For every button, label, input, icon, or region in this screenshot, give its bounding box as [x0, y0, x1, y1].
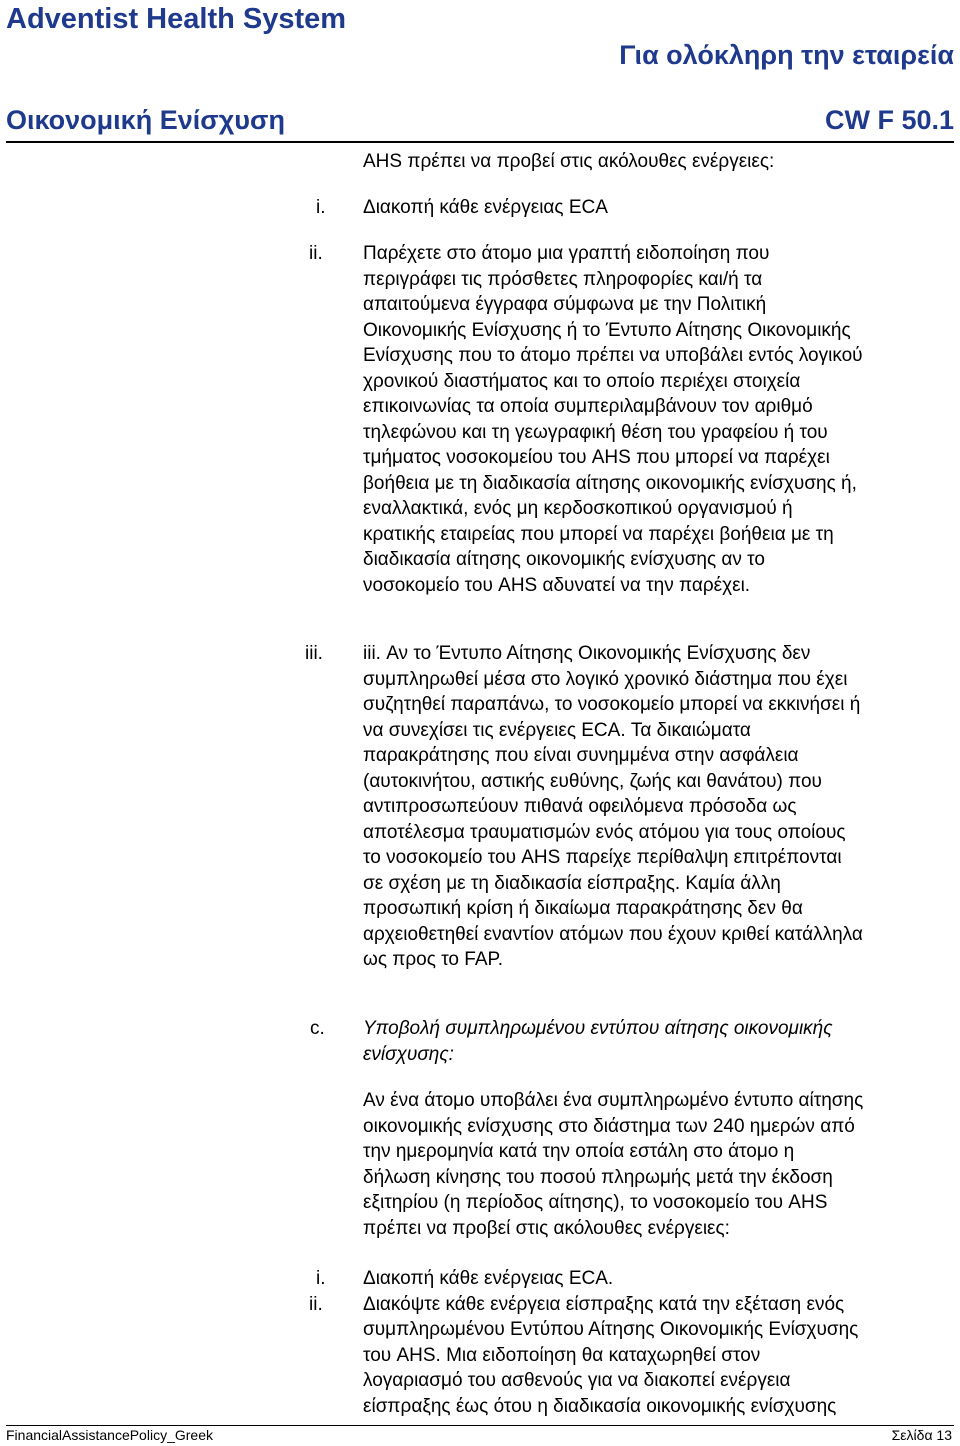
paragraph-line: iii. Αν το Έντυπο Αίτησης Οικονομικής Ενίσχυσης δεν	[363, 643, 811, 664]
list-marker: ii.	[309, 1293, 323, 1315]
paragraph-line: διαδικασία αίτησης οικονομικής ενίσχυσης αν το	[363, 549, 765, 570]
paragraph-line: συμπληρωθεί μέσα στο λογικό χρονικό διάστημα που έχει	[363, 668, 848, 690]
paragraph-line: του AHS. Μια ειδοποίηση θα καταχωρηθεί στον	[363, 1344, 761, 1366]
paragraph-line: συζητηθεί παραπάνω, το νοσοκομείο μπορεί να εκκινήσει ή	[363, 694, 861, 715]
paragraph-line: αρχειοθετηθεί εναντίον ατόμων που έχουν κριθεί κατάλληλα	[363, 923, 863, 945]
paragraph-line: να συνεχίσει τις ενέργειες ECA. Τα δικαιώματα	[363, 719, 751, 741]
policy-scope: Για ολόκληρη την εταιρεία	[619, 40, 954, 70]
paragraph-line: (αυτοκινήτου, αστικής ευθύνης, ζωής και θανάτου) που	[363, 770, 822, 792]
paragraph-line: παρακράτησης που είναι συνημμένα στην ασφάλεια	[363, 745, 799, 766]
paragraph-line: σε σχέση με τη διαδικασία είσπραξης. Καμία άλλη	[363, 872, 781, 894]
paragraph-line: χρονικού διαστήματος και το οποίο περιέχει στοιχεία	[363, 370, 801, 392]
paragraph-line: αποτέλεσμα τραυματισμών ενός ατόμου για τους οποίους	[363, 821, 846, 843]
page-number: Σελίδα 13	[891, 1427, 952, 1443]
list-marker: ii.	[309, 243, 323, 264]
paragraph-line: δήλωση κίνησης του ποσού πληρωμής μετά την έκδοση	[363, 1166, 833, 1188]
paragraph-line: οικονομικής ενίσχυσης στο διάστημα των 240 ημερών από	[363, 1115, 855, 1137]
footer-divider	[6, 1425, 954, 1426]
paragraph-line: Οικονομικής Ενίσχυσης ή το Έντυπο Αίτησης Οικονομικής	[363, 319, 851, 341]
paragraph-line: Διακόψτε κάθε ενέργεια είσπραξης κατά την εξέταση ενός	[363, 1293, 845, 1315]
intro-line: AHS πρέπει να προβεί στις ακόλουθες ενέργειες:	[363, 151, 775, 172]
section-heading: Υποβολή συμπληρωμένου εντύπου αίτησης οικονομικής	[363, 1018, 833, 1039]
paragraph-line: την ημερομηνία κατά την οποία εστάλη στο άτομο η	[363, 1141, 795, 1162]
paragraph-line: περιγράφει τις πρόσθετες πληροφορίες και/ή τα	[363, 268, 763, 290]
document-filename: FinancialAssistancePolicy_Greek	[6, 1427, 213, 1443]
paragraph-line: εξιτηρίου (η περίοδος αίτησης), το νοσοκομείο του AHS	[363, 1192, 828, 1213]
list-marker: i.	[316, 197, 326, 218]
paragraph-line: κρατικής εταιρείας που μπορεί να παρέχει βοήθεια με τη	[363, 523, 834, 545]
paragraph-line: Παρέχετε στο άτομο μια γραπτή ειδοποίηση που	[363, 243, 770, 264]
header-divider	[6, 141, 954, 143]
paragraph-line: είσπραξης έως ότου η διαδικασία οικονομικής ενίσχυσης	[363, 1395, 837, 1417]
paragraph-line: απαιτούμενα έγγραφα σύμφωνα με την Πολιτική	[363, 294, 767, 315]
paragraph-line: λογαριασμό του ασθενούς για να διακοπεί ενέργεια	[363, 1370, 791, 1391]
paragraph-line: νοσοκομείο του AHS αδυνατεί να την παρέχει.	[363, 574, 751, 596]
paragraph-line: το νοσοκομείο του AHS παρείχε περίθαλψη επιτρέπονται	[363, 847, 842, 868]
section-heading: ενίσχυσης:	[363, 1043, 454, 1065]
policy-name: Οικονομική Ενίσχυση	[6, 105, 285, 135]
organization-title: Adventist Health System	[6, 3, 347, 35]
list-item-text: Διακοπή κάθε ενέργειας ECA	[363, 197, 608, 218]
policy-code: CW F 50.1	[824, 105, 954, 135]
list-item-text: Διακοπή κάθε ενέργειας ECA.	[363, 1268, 614, 1289]
paragraph-line: τμήματος νοσοκομείου του AHS που μπορεί να παρέχει	[363, 447, 830, 468]
section-marker: c.	[310, 1018, 325, 1039]
paragraph-line: προσωπική κρίση ή δικαίωμα παρακράτησης δεν θα	[363, 898, 803, 919]
paragraph-line: τηλεφώνου και τη γεωγραφική θέση του γραφείου ή του	[363, 421, 828, 443]
list-marker: iii.	[305, 643, 323, 664]
paragraph-line: βοήθεια με τη διαδικασία αίτησης οικονομικής ενίσχυσης ή,	[363, 472, 857, 494]
paragraph-line: ως προς το FAP.	[363, 949, 504, 970]
paragraph-line: επικοινωνίας τα οποία συμπεριλαμβάνουν τον αριθμό	[363, 396, 813, 417]
paragraph-line: αντιπροσωπεύουν πιθανά οφειλόμενα πρόσοδα ως	[363, 796, 797, 817]
paragraph-line: εναλλακτικά, ενός μη κερδοσκοπικού οργανισμού ή	[363, 498, 793, 519]
paragraph-line: Αν ένα άτομο υποβάλει ένα συμπληρωμένο έντυπο αίτησης	[363, 1090, 864, 1111]
list-marker: i.	[316, 1268, 326, 1289]
paragraph-line: Ενίσχυσης που το άτομο πρέπει να υποβάλει εντός λογικού	[363, 345, 863, 366]
paragraph-line: πρέπει να προβεί στις ακόλουθες ενέργειες:	[363, 1217, 730, 1239]
paragraph-line: συμπληρωμένου Εντύπου Αίτησης Οικονομικής Ενίσχυσης	[363, 1319, 859, 1340]
